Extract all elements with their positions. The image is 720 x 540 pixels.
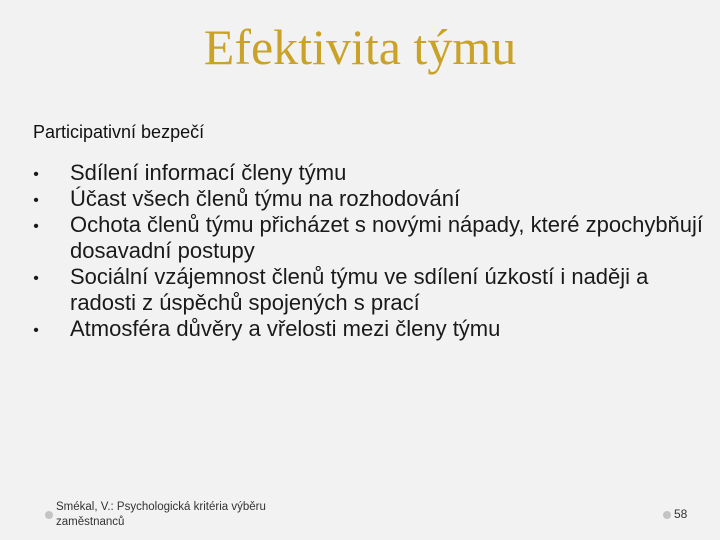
bullet-item (30, 212, 710, 264)
bullet-icon: • (33, 322, 39, 339)
bullet-item (30, 186, 710, 212)
bullet-icon: • (33, 166, 39, 183)
bullet-icon: • (33, 270, 39, 287)
page-number: 58 (674, 507, 688, 521)
page-dot-icon (663, 511, 671, 519)
footer-citation: Smékal, V.: Psychologická kritéria výběru zaměstnanců (56, 501, 266, 528)
bullet-text: Účast všech členů týmu na rozhodování (70, 186, 461, 211)
slide-title: Efektivita týmu (203, 19, 517, 75)
bullet-icon: • (33, 192, 39, 209)
bullet-item (30, 264, 710, 316)
bullet-text: Ochota členů týmu přicházet s novými nápady, které zpochybňují dosavadní postupy (70, 212, 704, 263)
slide-subtitle: Participativní bezpečí (33, 122, 205, 142)
bullet-item (30, 316, 710, 342)
bullet-text: Sociální vzájemnost členů týmu ve sdílení úzkostí i naději a radosti z úspěchů spojených s prací (70, 264, 649, 315)
bullet-text: Sdílení informací členy týmu (70, 160, 347, 185)
bullet-item (30, 160, 710, 186)
bullet-text: Atmosféra důvěry a vřelosti mezi členy týmu (70, 316, 501, 341)
bullet-list (30, 160, 710, 342)
bullet-icon: • (33, 218, 39, 235)
footer-dot-icon (45, 511, 53, 519)
